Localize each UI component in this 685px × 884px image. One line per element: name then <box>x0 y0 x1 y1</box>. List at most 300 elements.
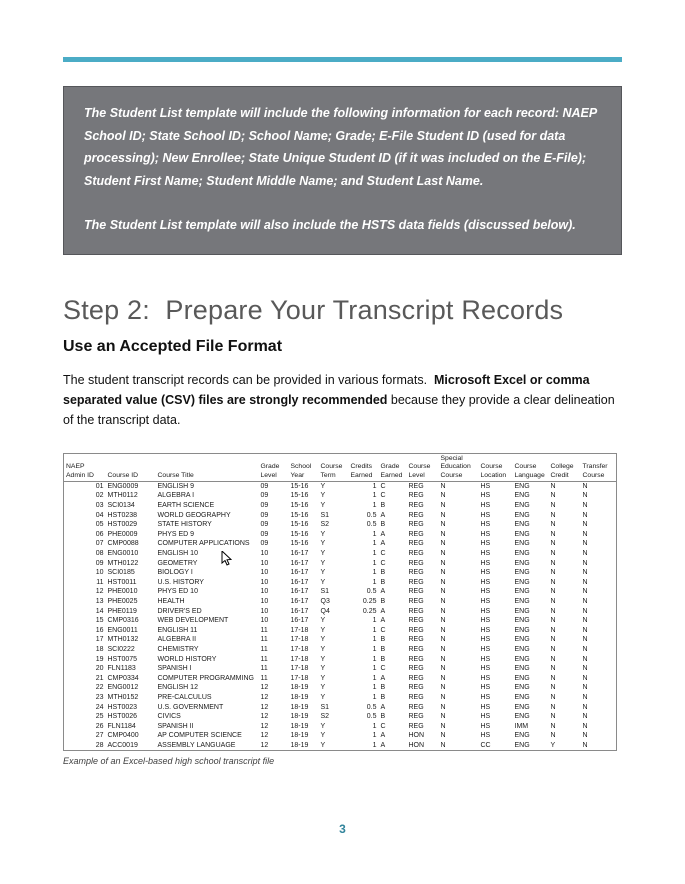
table-cell: 1 <box>372 626 377 634</box>
table-cell: 18 <box>95 645 104 653</box>
table-cell: REG <box>408 722 424 730</box>
table-cell: N <box>550 530 556 538</box>
info-box-paragraph-2: The Student List template will also include the HSTS data fields (discussed below). <box>84 218 576 232</box>
table-row <box>64 693 617 703</box>
table-cell: HS <box>480 655 491 663</box>
table-cell: Y <box>320 674 326 682</box>
table-cell: 07 <box>95 540 104 548</box>
table-row <box>64 683 617 693</box>
table-cell: 12 <box>260 722 269 730</box>
table-cell: ASSEMBLY LANGUAGE <box>157 741 236 749</box>
table-cell: 26 <box>95 722 104 730</box>
table-cell: N <box>582 741 588 749</box>
table-cell: REG <box>408 693 424 701</box>
table-cell: REG <box>408 540 424 548</box>
table-cell: 09 <box>260 540 269 548</box>
table-cell: REG <box>408 655 424 663</box>
table-cell: 12 <box>95 588 104 596</box>
table-cell: ENG <box>514 559 530 567</box>
table-cell: 15-16 <box>290 530 309 538</box>
table-cell: C <box>380 482 386 490</box>
table-cell: 25 <box>95 713 104 721</box>
table-cell: Y <box>320 722 326 730</box>
table-cell: SCI0134 <box>107 502 135 510</box>
table-cell: 15-16 <box>290 521 309 529</box>
table-cell: REG <box>408 482 424 490</box>
table-cell: 17-18 <box>290 645 309 653</box>
table-cell: N <box>582 665 588 673</box>
table-cell: REG <box>408 569 424 577</box>
table-cell: N <box>440 732 446 740</box>
table-cell: HS <box>480 540 491 548</box>
table-cell: HS <box>480 732 491 740</box>
table-cell: N <box>440 741 446 749</box>
table-cell: HS <box>480 626 491 634</box>
table-cell: A <box>380 588 386 596</box>
table-cell: PHE0025 <box>107 597 138 605</box>
table-cell: 1 <box>372 569 377 577</box>
table-cell: 14 <box>95 607 104 615</box>
table-cell: 16-17 <box>290 569 309 577</box>
table-cell: N <box>550 655 556 663</box>
table-row <box>64 549 617 559</box>
table-cell: ENG <box>514 665 530 673</box>
table-cell: DRIVER'S ED <box>157 607 202 615</box>
table-cell: N <box>550 645 556 653</box>
table-cell: 10 <box>260 617 269 625</box>
table-cell: 0.5 <box>366 703 377 711</box>
table-cell: 10 <box>260 597 269 605</box>
table-cell: N <box>550 597 556 605</box>
table-cell: 18-19 <box>290 684 309 692</box>
table-cell: CC <box>480 741 491 749</box>
table-cell: ENGLISH 11 <box>157 626 198 634</box>
table-cell: S1 <box>320 588 330 596</box>
table-cell: HS <box>480 607 491 615</box>
table-cell: ENG <box>514 626 530 634</box>
table-cell: HEALTH <box>157 597 185 605</box>
table-cell: Y <box>320 645 326 653</box>
table-header-cell: Course ID <box>106 454 156 482</box>
table-cell: Y <box>320 636 326 644</box>
table-cell: Y <box>320 578 326 586</box>
table-cell: N <box>550 502 556 510</box>
table-cell: ENG <box>514 521 530 529</box>
table-cell: 09 <box>260 502 269 510</box>
table-header-cell: Course Title <box>156 454 259 482</box>
table-cell: N <box>550 607 556 615</box>
table-cell: CMP0088 <box>107 540 139 548</box>
table-row <box>64 703 617 713</box>
table-row <box>64 664 617 674</box>
table-cell: A <box>380 540 386 548</box>
intro-text-2: because they provide a clear delineation of the transcript data. <box>63 392 619 427</box>
table-cell: N <box>582 511 588 519</box>
table-cell: N <box>440 645 446 653</box>
table-cell: 1 <box>372 550 377 558</box>
table-cell: HS <box>480 713 491 721</box>
table-cell: 18-19 <box>290 732 309 740</box>
table-cell: HS <box>480 645 491 653</box>
table-cell: 02 <box>95 492 104 500</box>
table-cell: 1 <box>372 645 377 653</box>
table-cell: 0.5 <box>366 588 377 596</box>
table-cell: 17-18 <box>290 674 309 682</box>
info-box <box>63 86 622 255</box>
table-cell: 0.5 <box>366 511 377 519</box>
table-cell: ENGLISH 9 <box>157 482 195 490</box>
table-cell: 09 <box>260 482 269 490</box>
table-cell: 05 <box>95 521 104 529</box>
table-cell: 1 <box>372 492 377 500</box>
table-cell: 01 <box>95 482 104 490</box>
table-row <box>64 626 617 636</box>
table-cell: 16-17 <box>290 559 309 567</box>
table-cell: Y <box>320 502 326 510</box>
table-cell: HS <box>480 588 491 596</box>
table-cell: 11 <box>260 626 268 634</box>
table-header-cell: Grade Earned <box>379 454 407 482</box>
table-cell: N <box>582 703 588 711</box>
step-heading: Step 2: Prepare Your Transcript Records <box>63 294 564 325</box>
table-header-cell: Course Language <box>513 454 549 482</box>
table-cell: HS <box>480 665 491 673</box>
table-cell: BIOLOGY I <box>157 569 193 577</box>
table-row <box>64 481 617 491</box>
table-cell: N <box>440 617 446 625</box>
table-row <box>64 741 617 751</box>
table-cell: 1 <box>372 655 377 663</box>
table-cell: S2 <box>320 713 330 721</box>
table-row <box>64 607 617 617</box>
table-row <box>64 520 617 530</box>
table-cell: ENG <box>514 732 530 740</box>
table-cell: N <box>440 492 446 500</box>
section-subheading: Use an Accepted File Format <box>63 337 283 355</box>
table-cell: N <box>550 703 556 711</box>
table-cell: N <box>582 684 588 692</box>
table-cell: HST0026 <box>107 713 138 721</box>
table-cell: SCI0222 <box>107 645 135 653</box>
table-row <box>64 712 617 722</box>
table-cell: 15-16 <box>290 540 309 548</box>
table-cell: 09 <box>95 559 104 567</box>
table-cell: 20 <box>95 665 104 673</box>
table-cell: REG <box>408 588 424 596</box>
table-cell: Y <box>320 530 326 538</box>
table-cell: N <box>550 482 556 490</box>
table-header-cell: School Year <box>289 454 319 482</box>
table-cell: 11 <box>260 674 268 682</box>
table-cell: B <box>380 684 386 692</box>
transcript-table <box>63 453 617 751</box>
table-cell: ENG <box>514 492 530 500</box>
table-cell: Y <box>320 655 326 663</box>
table-cell: A <box>380 741 386 749</box>
table-cell: 10 <box>260 588 269 596</box>
table-cell: REG <box>408 492 424 500</box>
table-cell: A <box>380 617 386 625</box>
transcript-table-wrap <box>63 453 622 751</box>
table-cell: 1 <box>372 693 377 701</box>
table-cell: 1 <box>372 559 377 567</box>
table-cell: 0.25 <box>362 607 377 615</box>
table-cell: REG <box>408 713 424 721</box>
table-cell: ENG0012 <box>107 684 139 692</box>
table-cell: 1 <box>372 732 377 740</box>
table-cell: REG <box>408 502 424 510</box>
table-cell: 16-17 <box>290 550 309 558</box>
table-cell: N <box>582 588 588 596</box>
table-cell: 12 <box>260 703 269 711</box>
table-cell: CMP0334 <box>107 674 139 682</box>
table-cell: N <box>582 597 588 605</box>
table-cell: N <box>582 713 588 721</box>
table-header-cell: NAEP Admin ID <box>64 454 106 482</box>
table-row <box>64 645 617 655</box>
table-cell: 1 <box>372 540 377 548</box>
table-cell: 16 <box>95 626 104 634</box>
table-cell: ALGEBRA II <box>157 636 197 644</box>
table-cell: ENG <box>514 655 530 663</box>
table-cell: B <box>380 645 386 653</box>
table-cell: ENG <box>514 482 530 490</box>
table-cell: HST0238 <box>107 511 138 519</box>
table-cell: MTH0132 <box>107 636 139 644</box>
table-cell: 17 <box>95 636 104 644</box>
table-cell: PHE0009 <box>107 530 138 538</box>
table-cell: B <box>380 597 386 605</box>
table-cell: COMPUTER APPLICATIONS <box>157 540 250 548</box>
table-cell: REG <box>408 521 424 529</box>
table-cell: N <box>550 559 556 567</box>
table-cell: HS <box>480 511 491 519</box>
table-cell: N <box>582 569 588 577</box>
table-row <box>64 578 617 588</box>
table-cell: FLN1184 <box>107 722 136 730</box>
table-cell: HS <box>480 674 491 682</box>
table-cell: GEOMETRY <box>157 559 198 567</box>
table-cell: 1 <box>372 530 377 538</box>
table-cell: 10 <box>260 550 269 558</box>
table-cell: 17-18 <box>290 665 309 673</box>
table-cell: IMM <box>514 722 529 730</box>
table-row <box>64 731 617 741</box>
table-cell: HS <box>480 530 491 538</box>
table-cell: REG <box>408 597 424 605</box>
table-cell: 17-18 <box>290 636 309 644</box>
table-cell: N <box>582 550 588 558</box>
table-cell: ENGLISH 10 <box>157 550 198 558</box>
table-cell: N <box>440 559 446 567</box>
table-cell: C <box>380 626 386 634</box>
table-cell: EARTH SCIENCE <box>157 502 215 510</box>
table-cell: N <box>440 626 446 634</box>
table-cell: N <box>550 722 556 730</box>
table-row <box>64 635 617 645</box>
table-cell: 0.5 <box>366 713 377 721</box>
table-cell: N <box>440 607 446 615</box>
table-row <box>64 491 617 501</box>
table-cell: WEB DEVELOPMENT <box>157 617 229 625</box>
table-cell: ENG <box>514 703 530 711</box>
table-header-cell: College Credit <box>549 454 581 482</box>
table-cell: STATE HISTORY <box>157 521 212 529</box>
table-cell: ENG <box>514 569 530 577</box>
table-cell: 1 <box>372 578 377 586</box>
table-cell: Y <box>320 741 326 749</box>
table-cell: HS <box>480 617 491 625</box>
table-cell: ENG <box>514 713 530 721</box>
table-cell: 18-19 <box>290 693 309 701</box>
table-row <box>64 511 617 521</box>
table-header-cell: Course Term <box>319 454 349 482</box>
table-cell: 12 <box>260 684 269 692</box>
table-cell: COMPUTER PROGRAMMING <box>157 674 254 682</box>
table-cell: FLN1183 <box>107 665 136 673</box>
table-cell: HS <box>480 722 491 730</box>
intro-text-1: The student transcript records can be provided in various formats. <box>63 372 435 387</box>
table-cell: 16-17 <box>290 607 309 615</box>
table-cell: REG <box>408 607 424 615</box>
table-cell: N <box>440 722 446 730</box>
table-cell: REG <box>408 674 424 682</box>
table-cell: ENG <box>514 684 530 692</box>
table-cell: B <box>380 713 386 721</box>
table-cell: 11 <box>260 665 268 673</box>
table-cell: ENG <box>514 741 530 749</box>
table-cell: Q3 <box>320 597 330 605</box>
table-cell: N <box>440 703 446 711</box>
table-cell: HS <box>480 636 491 644</box>
table-row <box>64 587 617 597</box>
table-cell: REG <box>408 645 424 653</box>
table-cell: PHE0010 <box>107 588 138 596</box>
table-cell: N <box>440 569 446 577</box>
table-cell: U.S. GOVERNMENT <box>157 703 224 711</box>
table-cell: 11 <box>260 655 268 663</box>
table-cell: N <box>440 511 446 519</box>
table-cell: AP COMPUTER SCIENCE <box>157 732 242 740</box>
table-row <box>64 530 617 540</box>
table-row <box>64 616 617 626</box>
table-cell: B <box>380 693 386 701</box>
table-cell: REG <box>408 617 424 625</box>
table-cell: N <box>582 521 588 529</box>
table-cell: 08 <box>95 550 104 558</box>
table-cell: 12 <box>260 732 269 740</box>
table-cell: N <box>582 578 588 586</box>
table-cell: C <box>380 559 386 567</box>
table-cell: U.S. HISTORY <box>157 578 204 586</box>
table-cell: N <box>582 645 588 653</box>
table-cell: HS <box>480 559 491 567</box>
table-cell: 19 <box>95 655 104 663</box>
transcript-table-header-row <box>64 454 617 482</box>
table-cell: HS <box>480 492 491 500</box>
table-cell: PHYS ED 10 <box>157 588 198 596</box>
table-cell: CHEMISTRY <box>157 645 199 653</box>
table-cell: N <box>550 492 556 500</box>
table-cell: ENG <box>514 645 530 653</box>
table-cell: PRE-CALCULUS <box>157 693 212 701</box>
table-cell: ENGLISH 12 <box>157 684 198 692</box>
table-header-cell: Special Education Course <box>439 454 479 482</box>
table-row <box>64 655 617 665</box>
table-cell: ENG <box>514 550 530 558</box>
table-cell: ENG0010 <box>107 550 139 558</box>
table-cell: Y <box>320 684 326 692</box>
table-cell: 18-19 <box>290 703 309 711</box>
table-cell: N <box>582 482 588 490</box>
table-cell: ENG <box>514 540 530 548</box>
table-cell: 15-16 <box>290 511 309 519</box>
table-cell: Y <box>320 617 326 625</box>
table-cell: Y <box>320 482 326 490</box>
table-cell: ENG <box>514 607 530 615</box>
table-cell: 12 <box>260 713 269 721</box>
table-cell: HON <box>408 741 425 749</box>
transcript-table-body <box>64 481 617 751</box>
table-cell: 06 <box>95 530 104 538</box>
table-row <box>64 501 617 511</box>
table-cell: REG <box>408 626 424 634</box>
table-cell: REG <box>408 665 424 673</box>
table-cell: N <box>550 674 556 682</box>
table-cell: N <box>550 617 556 625</box>
table-cell: N <box>582 732 588 740</box>
table-cell: 18-19 <box>290 741 309 749</box>
table-header-cell: Grade Level <box>259 454 289 482</box>
table-cell: N <box>440 550 446 558</box>
table-cell: N <box>550 732 556 740</box>
table-cell: N <box>440 502 446 510</box>
table-cell: 15-16 <box>290 502 309 510</box>
table-cell: HS <box>480 569 491 577</box>
table-cell: 10 <box>260 569 269 577</box>
table-cell: ENG0011 <box>107 626 138 634</box>
table-cell: 03 <box>95 502 104 510</box>
table-cell: SPANISH II <box>157 722 194 730</box>
table-cell: WORLD GEOGRAPHY <box>157 511 231 519</box>
table-cell: B <box>380 636 386 644</box>
table-cell: N <box>550 693 556 701</box>
table-cell: ACC0019 <box>107 741 138 749</box>
page-content <box>63 86 622 766</box>
table-cell: HS <box>480 578 491 586</box>
table-cell: SPANISH I <box>157 665 192 673</box>
table-cell: N <box>440 530 446 538</box>
table-cell: Y <box>320 569 326 577</box>
table-cell: HST0011 <box>107 578 137 586</box>
table-header-cell: Transfer Course <box>581 454 617 482</box>
table-cell: N <box>440 482 446 490</box>
table-cell: PHE0119 <box>107 607 137 615</box>
table-cell: B <box>380 502 386 510</box>
table-cell: ENG <box>514 502 530 510</box>
table-cell: N <box>550 713 556 721</box>
table-cell: HST0075 <box>107 655 138 663</box>
table-cell: N <box>440 655 446 663</box>
table-cell: B <box>380 521 386 529</box>
table-cell: REG <box>408 636 424 644</box>
table-cell: MTH0152 <box>107 693 139 701</box>
table-cell: 10 <box>260 578 269 586</box>
table-cell: 23 <box>95 693 104 701</box>
table-cell: N <box>582 607 588 615</box>
table-cell: ENG <box>514 617 530 625</box>
table-cell: N <box>582 626 588 634</box>
